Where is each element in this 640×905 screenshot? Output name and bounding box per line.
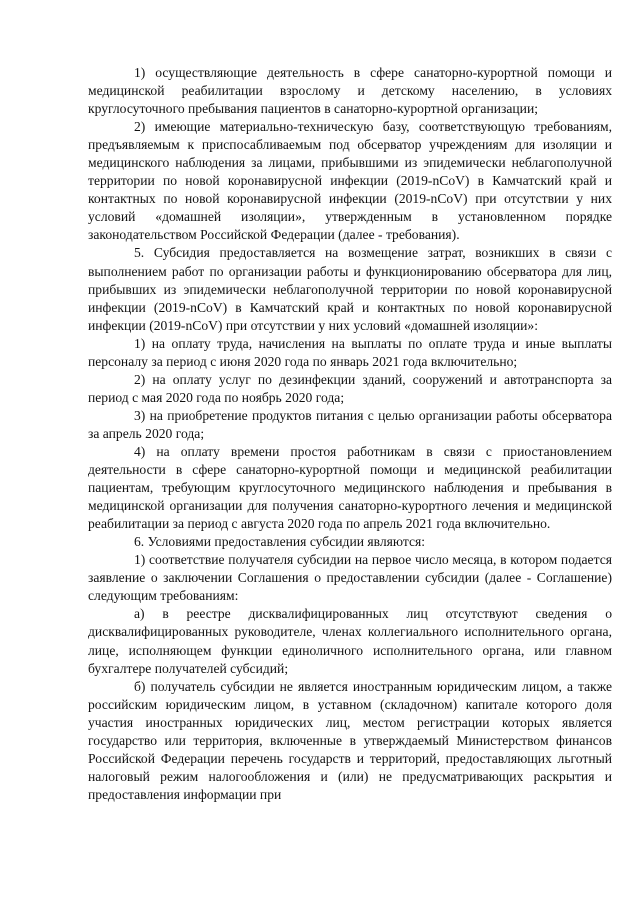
paragraph-clause-5-item-3: 3) на приобретение продуктов питания с целью организации работы обсерватора за апрель 2020 года; [88,407,612,441]
paragraph-clause-5-item-1: 1) на оплату труда, начисления на выплаты по оплате труда и иные выплаты персоналу за период с июня 2020 года по январь 2021 года включительно; [88,335,612,369]
paragraph-clause-5: 5. Субсидия предоставляется на возмещение затрат, возникших в связи с выполнением работ по организации работы и функционированию обсерватора для лиц, прибывших из эпидемически неблагополучной территории по новой коронавирусной инфекции (2019-nCoV) в Камчатский край и контактных по новой коронавирусной инфекции (2019-nCoV) при отсутствии у них условий «домашней изоляции»: [88,245,612,333]
paragraph-clause-5-item-4: 4) на оплату времени простоя работникам в связи с приостановлением деятельности в сфере санаторно-курортной помощи и медицинской реабилитации пациентам, требующим круглосуточного медицинского наблюдения и пребывания в медицинской организации для получения санаторно-курортного лечения и медицинской реабилитации за период с августа 2020 года по апрель 2021 года включительно. [88,443,612,532]
paragraph-clause-5-item-2: 2) на оплату услуг по дезинфекции зданий, сооружений и автотранспорта за период с мая 2020 года по ноябрь 2020 года; [88,371,612,405]
paragraph-subitem-a: а) в реестре дисквалифицированных лиц отсутствуют сведения о дисквалифицированных руководителе, членах коллегиального исполнительного органа, лице, исполняющем функции единоличного исполнительного органа, или главном бухгалтере получателей субсидий; [88,606,612,676]
paragraph-item-1: 1) осуществляющие деятельность в сфере санаторно-курортной помощи и медицинской реабилитации взрослому и детскому населению, в условиях круглосуточного пребывания пациентов в санаторно-курортной организации; [88,65,612,117]
paragraph-clause-6-item-1: 1) соответствие получателя субсидии на первое число месяца, в котором подается заявление о заключении Соглашения о предоставлении субсидии (далее - Соглашение) следующим требованиям: [88,552,612,604]
paragraph-item-2: 2) имеющие материально-техническую базу, соответствующую требованиям, предъявляемым к приспосабливаемым под обсерватор учреждениям для изоляции и медицинского наблюдения за лицами, прибывшими из эпидемически неблагополучной территории по новой коронавирусной инфекции (2019-nCoV) в Камчатский край и контактных по новой коронавирусной инфекции (2019-nCoV) при отсутствии у них условий «домашней изоляции», утвержденным в установленном порядке законодательством Российской Федерации (далее - требования). [88,119,612,243]
document-page [88,64,612,804]
paragraph-subitem-b: б) получатель субсидии не является иностранным юридическим лицом, а также российским юридическим лицом, в уставном (складочном) капитале которого доля участия иностранных юридических лиц, местом регистрации которых является государство или территория, включенные в утверждаемый Министерством финансов Российской Федерации перечень государств и территорий, предоставляющих льготный налоговый режим налогообложения и (или) не предусматривающих раскрытия и предоставления информации при [88,678,612,802]
paragraph-clause-6: 6. Условиями предоставления субсидии являются: [134,534,426,550]
